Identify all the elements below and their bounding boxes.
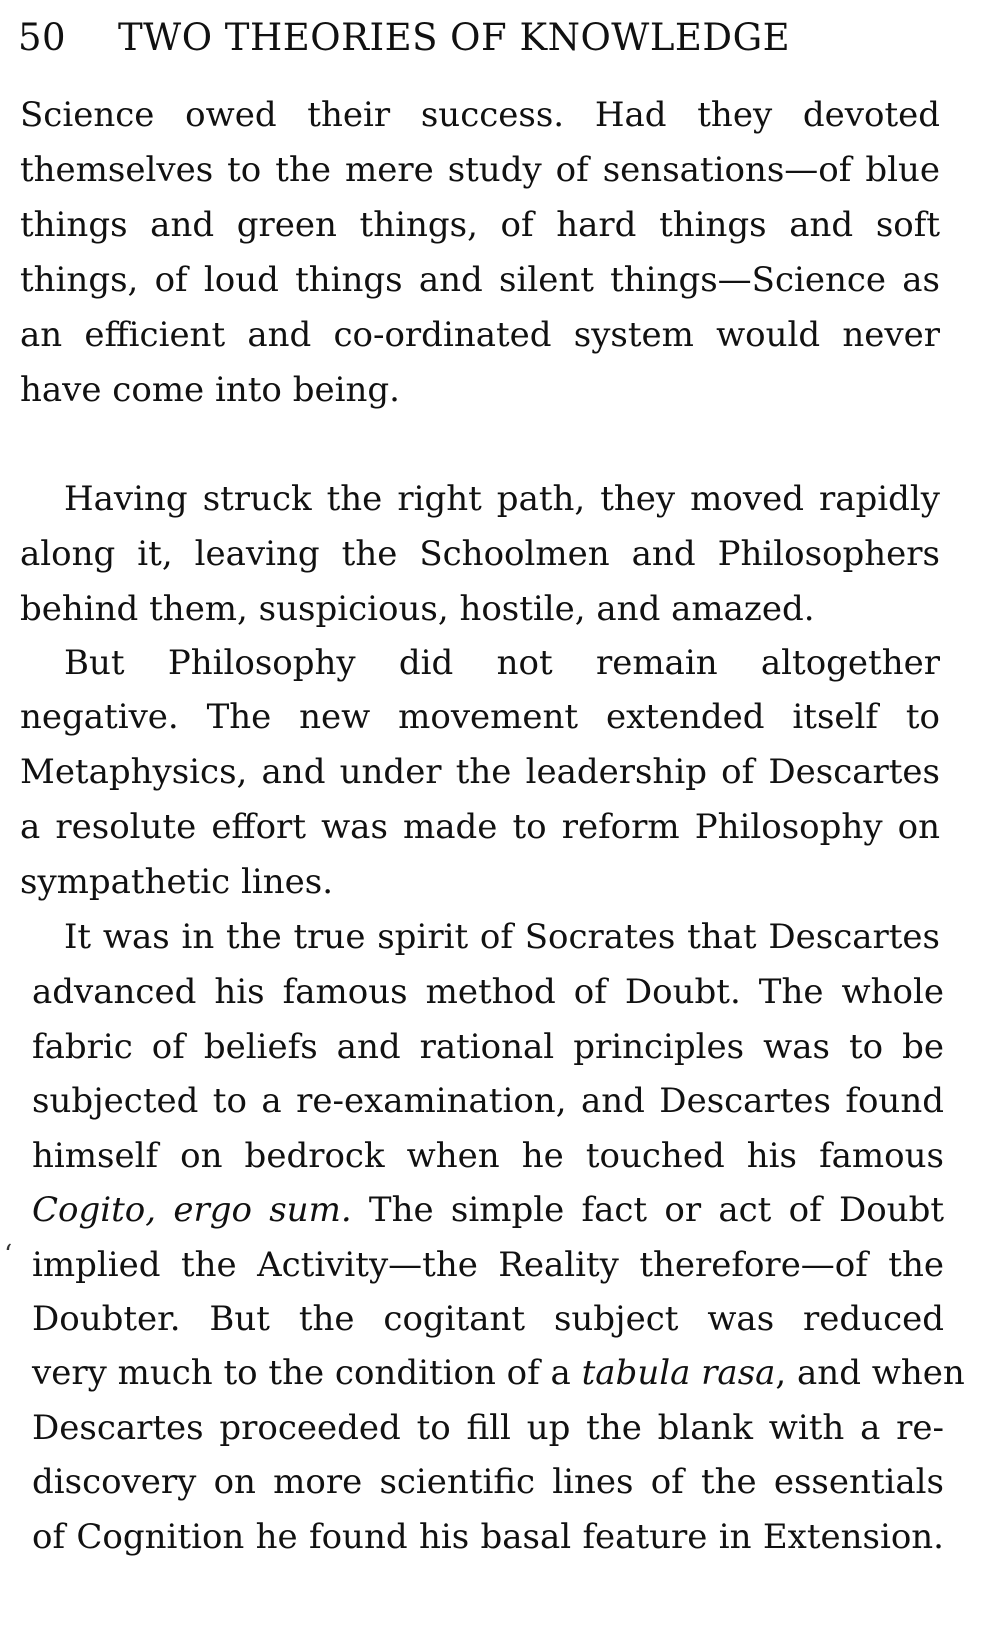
text-line: behind them, suspicious, hostile, and amazed. <box>20 589 815 629</box>
text-line: have come into being. <box>20 370 400 410</box>
text-line: Descartes proceeded to fill up the blank with a re- <box>32 1408 944 1448</box>
text-line: Doubter. But the cogitant subject was reduced <box>32 1299 944 1339</box>
text-line: Having struck the right path, they moved rapidly <box>64 479 940 519</box>
text-line: But Philosophy did not remain altogether <box>64 643 940 683</box>
text-line: Metaphysics, and under the leadership of Descartes <box>20 752 940 792</box>
text-line: of Cognition he found his basal feature in Extension. <box>32 1517 944 1557</box>
page-number: 50 <box>18 16 67 59</box>
text-line: negative. The new movement extended itself to <box>20 697 940 737</box>
italic-tabula-rasa: tabula rasa <box>581 1353 776 1393</box>
text-line: implied the Activity—the Reality therefore—of the <box>32 1245 944 1285</box>
text-line: themselves to the mere study of sensations—of blue <box>20 150 940 190</box>
text-line: It was in the true spirit of Socrates that Descartes <box>64 917 940 957</box>
text-span: , and when <box>775 1353 965 1393</box>
running-title: TWO THEORIES OF KNOWLEDGE <box>118 16 791 59</box>
italic-cogito: Cogito, ergo sum. <box>32 1190 352 1230</box>
text-line: himself on bedrock when he touched his famous <box>32 1136 944 1176</box>
text-span: The simple fact or act of Doubt <box>351 1190 944 1230</box>
text-line: a resolute effort was made to reform Philosophy on <box>20 807 940 847</box>
text-line: fabric of beliefs and rational principles was to be <box>32 1027 944 1067</box>
text-line: sympathetic lines. <box>20 862 334 902</box>
text-line: subjected to a re-examination, and Descartes found <box>32 1081 944 1121</box>
running-head <box>18 10 878 66</box>
text-span: very much to the condition of a <box>32 1353 582 1393</box>
text-line: Science owed their success. Had they devoted <box>20 95 940 135</box>
text-line: discovery on more scientific lines of the essentials <box>32 1462 944 1502</box>
text-line <box>32 1183 944 1237</box>
margin-mark: ‘ <box>4 1240 13 1270</box>
text-line: things and green things, of hard things and soft <box>20 205 940 245</box>
text-line: advanced his famous method of Doubt. The whole <box>32 972 944 1012</box>
text-line: an efficient and co-ordinated system would never <box>20 315 940 355</box>
text-line: along it, leaving the Schoolmen and Philosophers <box>20 534 940 574</box>
text-line: things, of loud things and silent things—Science as <box>20 260 940 300</box>
text-line <box>32 1346 965 1400</box>
